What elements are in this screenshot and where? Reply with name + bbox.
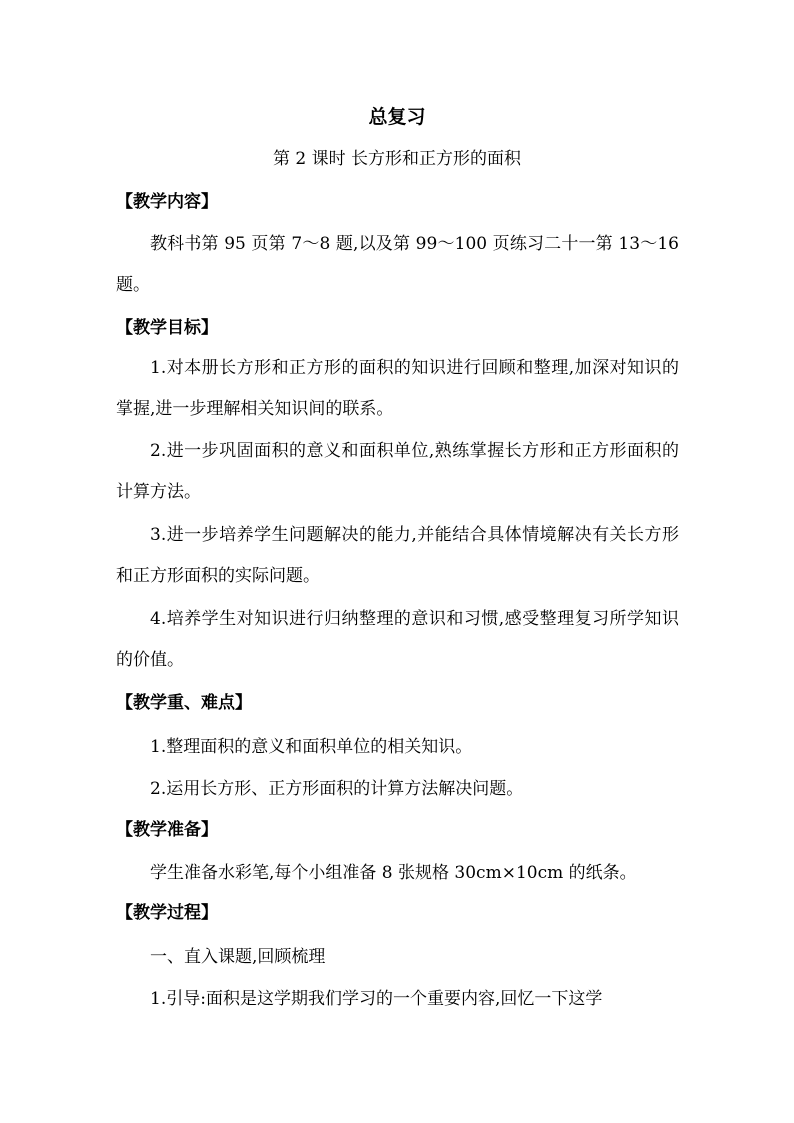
key-point-item-1: 1.整理面积的意义和面积单位的相关知识。 bbox=[150, 737, 473, 757]
process-item-2: 1.引导:面积是这学期我们学习的一个重要内容,回忆一下这学 bbox=[150, 989, 603, 1009]
section-heading-content: 【教学内容】 bbox=[116, 192, 218, 212]
content-paragraph: 教科书第 95 页第 7～8 题,以及第 99～100 页练习二十一第 13～16 题。 bbox=[116, 234, 679, 295]
process-item-1: 一、直入课题,回顾梳理 bbox=[150, 947, 326, 967]
goal-item-3: 3.进一步培养学生问题解决的能力,并能结合具体情境解决有关长方形和正方形面积的实际问题。 bbox=[116, 525, 679, 586]
goal-item-2: 2.进一步巩固面积的意义和面积单位,熟练掌握长方形和正方形面积的计算方法。 bbox=[116, 441, 679, 502]
section-heading-goals: 【教学目标】 bbox=[116, 318, 218, 338]
section-heading-process: 【教学过程】 bbox=[116, 903, 218, 923]
section-heading-preparation: 【教学准备】 bbox=[116, 820, 218, 840]
key-point-item-2: 2.运用长方形、正方形面积的计算方法解决问题。 bbox=[150, 779, 524, 799]
lesson-subtitle: 第 2 课时 长方形和正方形的面积 bbox=[272, 149, 522, 169]
goal-item-4: 4.培养学生对知识进行归纳整理的意识和习惯,感受整理复习所学知识的价值。 bbox=[116, 609, 679, 670]
section-heading-key-points: 【教学重、难点】 bbox=[116, 693, 252, 713]
goal-item-1: 1.对本册长方形和正方形的面积的知识进行回顾和整理,加深对知识的掌握,进一步理解相关知识间的联系。 bbox=[116, 358, 679, 419]
page-title: 总复习 bbox=[368, 106, 426, 128]
preparation-paragraph: 学生准备水彩笔,每个小组准备 8 张规格 30cm×10cm 的纸条。 bbox=[150, 863, 637, 883]
